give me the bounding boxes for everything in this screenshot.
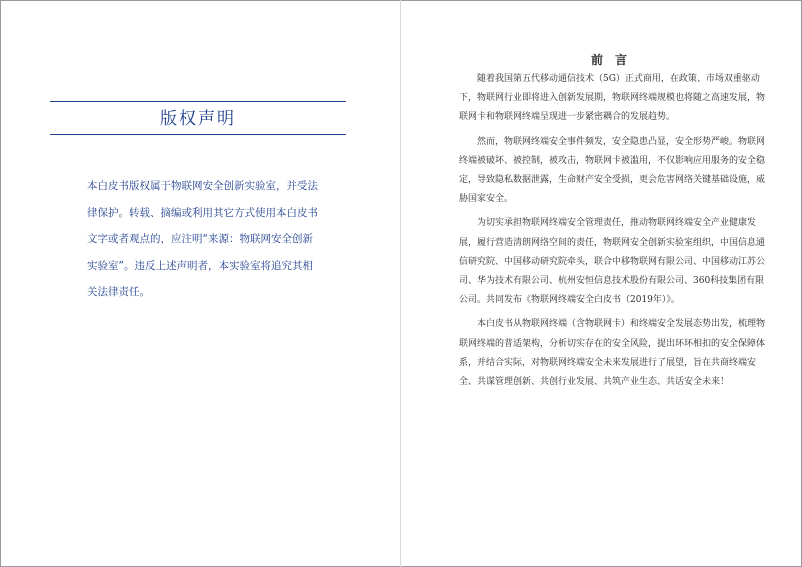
foreword-body	[459, 70, 771, 397]
foreword-title: 前言	[590, 53, 639, 67]
foreword-paragraph: 然而，物联网终端安全事件频发，安全隐患凸显，安全形势严峻。物联网终端被破坏、被控制，被攻击，物联网卡被滥用，不仅影响应用服务的安全稳定，导致隐私数据泄露，生命财产安全受损，更会危害网络关键基础设施，威胁国家安全。	[459, 136, 766, 205]
title-rule-bottom	[50, 134, 346, 135]
copyright-title: 版权声明	[160, 109, 236, 129]
foreword-paragraph: 为切实承担物联网终端安全管理责任，推动物联网终端安全产业健康发展，履行营造清朗网络空间的责任，物联网安全创新实验室组织，中国信息通信研究院、中国移动研究院牵头，联合中移物联网有限公司、中国移动江苏公司、华为技术有限公司、杭州安恒信息技术股份有限公司、360科技集团有限公司。共同发布《物联网终端安全白皮书（2019年）》。	[459, 218, 766, 306]
foreword-paragraph: 本白皮书从物联网终端（含物联网卡）和终端安全发展态势出发，梳理物联网终端的普适架构，分析切实存在的安全风险，提出环环相扣的安全保障体系，并结合实际，对物联网终端安全未来发展进行了展望，旨在共商终端安全、共谋管理创新、共创行业发展、共筑产业生态、共话安全未来！	[459, 319, 766, 388]
spread-divider	[400, 0, 401, 567]
title-rule-top	[50, 101, 346, 102]
foreword-paragraph: 随着我国第五代移动通信技术（5G）正式商用，在政策、市场双重驱动下，物联网行业即将进入创新发展期，物联网终端规模也将随之高速发展，物联网卡和物联网终端呈现进一步紧密耦合的发展趋势。	[459, 74, 766, 123]
copyright-body: 本白皮书版权属于物联网安全创新实验室，并受法律保护。转载、摘编或利用其它方式使用本白皮书文字或者观点的，应注明“来源：物联网安全创新实验室”。违反上述声明者，本实验室将追究其相关法律责任。	[87, 180, 318, 298]
